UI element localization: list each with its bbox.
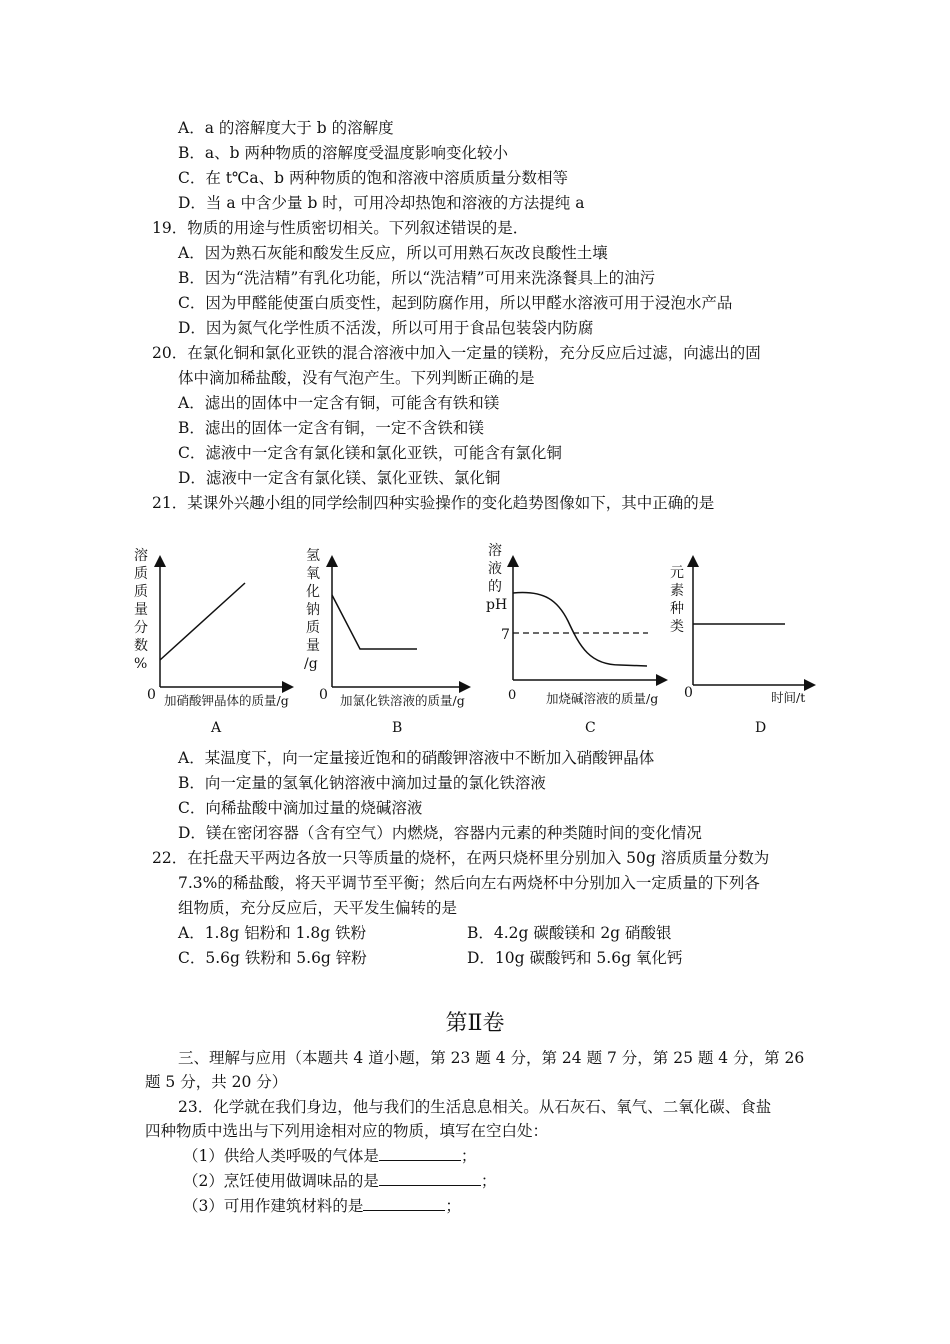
q22-option-a: A．1.8g 铝粉和 1.8g 铁粉 <box>178 924 367 942</box>
q21-option-b: B．向一定量的氢氧化钠溶液中滴加过量的氯化铁溶液 <box>178 774 546 792</box>
q23-item-1 <box>183 1146 476 1166</box>
graph-b-ylabel-1: 氢 <box>306 548 320 564</box>
graph-c-origin: 0 <box>508 688 517 703</box>
graph-a-ylabel-5: 分 <box>134 620 148 636</box>
graph-d <box>670 561 810 736</box>
graph-c-ylabel-1: 溶 <box>488 543 502 559</box>
graph-a-ylabel-6: 数 <box>134 638 148 654</box>
graph-b <box>304 548 465 736</box>
graph-c-xlabel: 加烧碱溶液的质量/g <box>546 691 659 706</box>
graph-c-ylabel-2: 液 <box>488 561 502 577</box>
q22-option-c: C．5.6g 铁粉和 5.6g 锌粉 <box>178 949 367 967</box>
q23-item-1-end: ； <box>460 1147 477 1165</box>
q20-option-b: B．滤出的固体一定含有铜，一定不含铁和镁 <box>178 419 484 437</box>
graph-c-ref-label: 7 <box>501 627 510 643</box>
graph-d-ylabel-4: 类 <box>670 619 684 635</box>
part3-heading-line1: 三、理解与应用（本题共 4 道小题，第 23 题 4 分，第 24 题 7 分，第 25 题 4 分，第 26 <box>178 1049 805 1067</box>
q22-option-b: B．4.2g 碳酸镁和 2g 硝酸银 <box>467 924 672 942</box>
q18-option-d: D．当 a 中含少量 b 时，可用冷却热饱和溶液的方法提纯 a <box>178 194 585 212</box>
q23-item-1-text: （1）供给人类呼吸的气体是 <box>183 1147 379 1165</box>
q19-option-b: B．因为“洗洁精”有乳化功能，所以“洗洁精”可用来洗涤餐具上的油污 <box>178 269 656 287</box>
graph-c-ylabel-4: pH <box>486 597 508 613</box>
q18-option-b: B．a、b 两种物质的溶解度受温度影响变化较小 <box>178 144 508 162</box>
graph-b-ylabel-3: 化 <box>306 584 320 600</box>
graph-a-panel-label: A <box>211 720 222 736</box>
graph-a-ylabel-4: 量 <box>134 602 148 618</box>
graph-a-ylabel-7: % <box>134 656 148 672</box>
part3-heading-line2: 题 5 分，共 20 分） <box>145 1073 288 1091</box>
graph-b-series-line <box>332 595 417 649</box>
q21-option-c: C．向稀盐酸中滴加过量的烧碱溶液 <box>178 799 423 817</box>
q23-item-3-text: （3）可用作建筑材料的是 <box>183 1197 364 1215</box>
q23-blank-2[interactable] <box>379 1171 481 1186</box>
q23-item-2 <box>183 1171 496 1191</box>
q19-option-a: A．因为熟石灰能和酸发生反应，所以可用熟石灰改良酸性土壤 <box>178 244 608 262</box>
graph-c-series-curve <box>513 593 647 666</box>
q23-blank-3[interactable] <box>363 1196 445 1211</box>
q18-option-c: C．在 t℃a、b 两种物质的饱和溶液中溶质质量分数相等 <box>178 169 568 187</box>
graph-b-ylabel-7: /g <box>304 656 318 672</box>
q19-option-d: D．因为氮气化学性质不活泼，所以可用于食品包装袋内防腐 <box>178 319 594 337</box>
q23-stem-line1: 23．化学就在我们身边，他与我们的生活息息相关。从石灰石、氧气、二氧化碳、食盐 <box>178 1098 772 1116</box>
graph-c <box>486 542 662 736</box>
graph-a-ylabel-2: 质 <box>134 566 148 582</box>
graph-a-series-line <box>160 583 245 660</box>
q18-option-a: A．a 的溶解度大于 b 的溶解度 <box>178 119 394 137</box>
graph-b-origin: 0 <box>319 687 328 703</box>
graph-b-xlabel: 加氯化铁溶液的质量/g <box>340 693 465 708</box>
q20-stem-line2: 体中滴加稀盐酸，没有气泡产生。下列判断正确的是 <box>178 369 535 387</box>
q23-stem-line2: 四种物质中选出与下列用途相对应的物质，填写在空白处： <box>145 1122 549 1140</box>
q22-stem-line2: 7.3%的稀盐酸，将天平调节至平衡；然后向左右两烧杯中分别加入一定质量的下列各 <box>178 874 760 892</box>
q21-option-a: A．某温度下，向一定量接近饱和的硝酸钾溶液中不断加入硝酸钾晶体 <box>178 749 655 767</box>
q20-option-a: A．滤出的固体中一定含有铜，可能含有铁和镁 <box>178 394 500 412</box>
q19-option-c: C．因为甲醛能使蛋白质变性，起到防腐作用，所以甲醛水溶液可用于浸泡水产品 <box>178 294 733 312</box>
graph-c-panel-label: C <box>585 720 596 736</box>
graph-d-origin: 0 <box>684 685 693 701</box>
graph-b-panel-label: B <box>392 720 403 736</box>
q23-blank-1[interactable] <box>379 1146 461 1161</box>
graph-d-ylabel-2: 素 <box>670 583 684 599</box>
graph-b-ylabel-6: 量 <box>306 638 320 654</box>
q19-stem: 19．物质的用途与性质密切相关。下列叙述错误的是． <box>152 219 529 237</box>
graph-a-xlabel: 加硝酸钾晶体的质量/g <box>164 693 289 708</box>
graph-a-ylabel-1: 溶 <box>134 548 148 564</box>
q20-option-d: D．滤液中一定含有氯化镁、氯化亚铁、氯化铜 <box>178 469 501 487</box>
graph-a-origin: 0 <box>147 687 156 703</box>
q22-option-d: D．10g 碳酸钙和 5.6g 氧化钙 <box>467 949 683 967</box>
graph-b-ylabel-4: 钠 <box>306 602 320 618</box>
q21-stem: 21．某课外兴趣小组的同学绘制四种实验操作的变化趋势图像如下，其中正确的是 <box>152 494 715 512</box>
graph-c-ylabel-3: 的 <box>488 579 502 595</box>
q21-graphs <box>120 535 840 745</box>
q20-stem-line1: 20．在氯化铜和氯化亚铁的混合溶液中加入一定量的镁粉，充分反应后过滤，向滤出的固 <box>152 344 761 362</box>
graph-a <box>134 547 289 736</box>
q23-item-3-end: ； <box>445 1197 461 1215</box>
graph-d-xlabel: 时间/t <box>771 690 806 705</box>
graph-b-ylabel-5: 质 <box>306 620 320 636</box>
graph-b-ylabel-2: 氧 <box>306 566 320 582</box>
q23-item-3 <box>183 1196 461 1216</box>
q23-item-2-text: （2）烹饪使用做调味品的是 <box>183 1172 379 1190</box>
q21-option-d: D．镁在密闭容器（含有空气）内燃烧，容器内元素的种类随时间的变化情况 <box>178 824 702 842</box>
graph-d-ylabel-3: 种 <box>670 601 684 617</box>
q23-item-2-end: ； <box>480 1172 497 1190</box>
q20-option-c: C．滤液中一定含有氯化镁和氯化亚铁，可能含有氯化铜 <box>178 444 562 462</box>
graph-d-ylabel-1: 元 <box>670 565 684 581</box>
section-title: 第Ⅱ卷 <box>445 1011 505 1036</box>
q22-stem-line1: 22．在托盘天平两边各放一只等质量的烧杯，在两只烧杯里分别加入 50g 溶质质量分数为 <box>152 849 770 867</box>
q22-stem-line3: 组物质，充分反应后，天平发生偏转的是 <box>178 899 458 917</box>
graph-a-ylabel-3: 质 <box>134 584 148 600</box>
graph-d-panel-label: D <box>755 720 767 736</box>
